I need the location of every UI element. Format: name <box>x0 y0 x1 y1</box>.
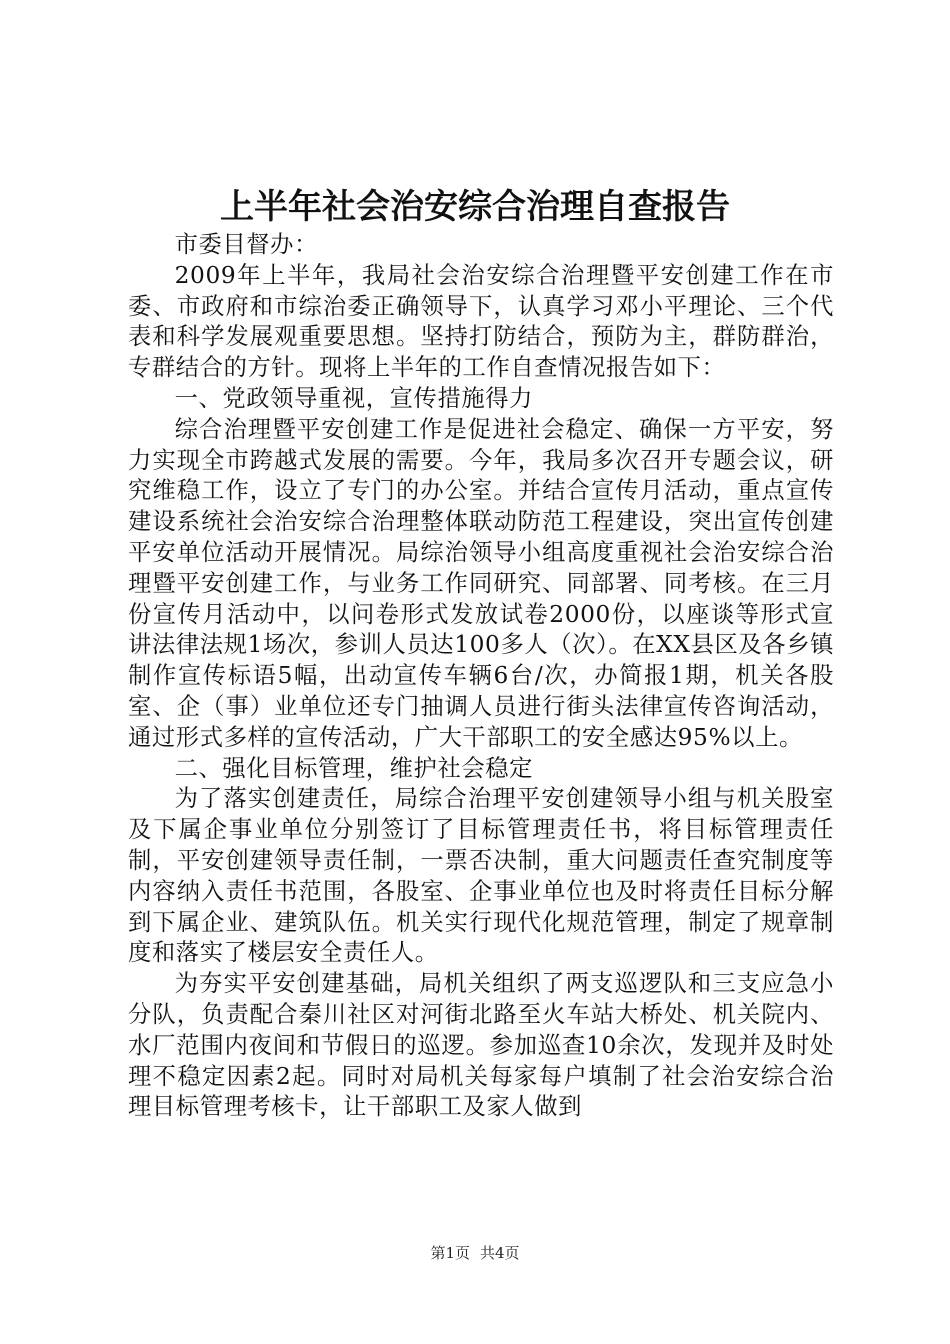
intro-paragraph: 2009年上半年，我局社会治安综合治理暨平安创建工作在市委、市政府和市综治委正确领导下，认真学习邓小平理论、三个代表和科学发展观重要思想。坚持打防结合，预防为主，群防群治，专群结合的方针。现将上半年的工作自查情况报告如下： <box>128 261 834 382</box>
page-total: 共4页 <box>480 1244 520 1262</box>
section-heading-2: 二、强化目标管理，维护社会稳定 <box>174 754 534 782</box>
page-number: 第1页 <box>430 1244 470 1262</box>
section-2-paragraph-2: 为夯实平安创建基础，局机关组织了两支巡逻队和三支应急小分队，负责配合秦川社区对河街北路至火车站大桥处、机关院内、水厂范围内夜间和节假日的巡逻。参加巡查10余次，发现并及时处理不稳定因素2起。同时对局机关每家每户填制了社会治安综合治理目标管理考核卡，让干部职工及家人做到 <box>128 970 834 1121</box>
section-heading-1: 一、党政领导重视，宣传措施得力 <box>174 384 534 412</box>
salutation: 市委目督办： <box>174 231 318 258</box>
page-footer <box>0 1243 950 1263</box>
document-body <box>128 230 834 1123</box>
document-title: 上半年社会治安综合治理自查报告 <box>220 187 730 227</box>
section-1-paragraph: 综合治理暨平安创建工作是促进社会稳定、确保一方平安，努力实现全市跨越式发展的需要。今年，我局多次召开专题会议，研究维稳工作，设立了专门的办公室。并结合宣传月活动，重点宣传建设系统社会治安综合治理整体联动防范工程建设，突出宣传创建平安单位活动开展情况。局综治领导小组高度重视社会治安综合治理暨平安创建工作，与业务工作同研究、同部署、同考核。在三月份宣传月活动中，以问卷形式发放试卷2000份，以座谈等形式宣讲法律法规1场次，参训人员达100多人（次）。在XX县区及各乡镇制作宣传标语5幅，出动宣传车辆6台/次，办简报1期，机关各股室、企（事）业单位还专门抽调人员进行街头法律宣传咨询活动，通过形式多样的宣传活动，广大干部职工的安全感达95%以上。 <box>128 415 834 751</box>
section-2-paragraph-1: 为了落实创建责任，局综合治理平安创建领导小组与机关股室及下属企事业单位分别签订了目标管理责任书，将目标管理责任制，平安创建领导责任制，一票否决制，重大问题责任查究制度等内容纳入责任书范围，各股室、企事业单位也及时将责任目标分解到下属企业、建筑队伍。机关实行现代化规范管理，制定了规章制度和落实了楼层安全责任人。 <box>128 785 834 967</box>
